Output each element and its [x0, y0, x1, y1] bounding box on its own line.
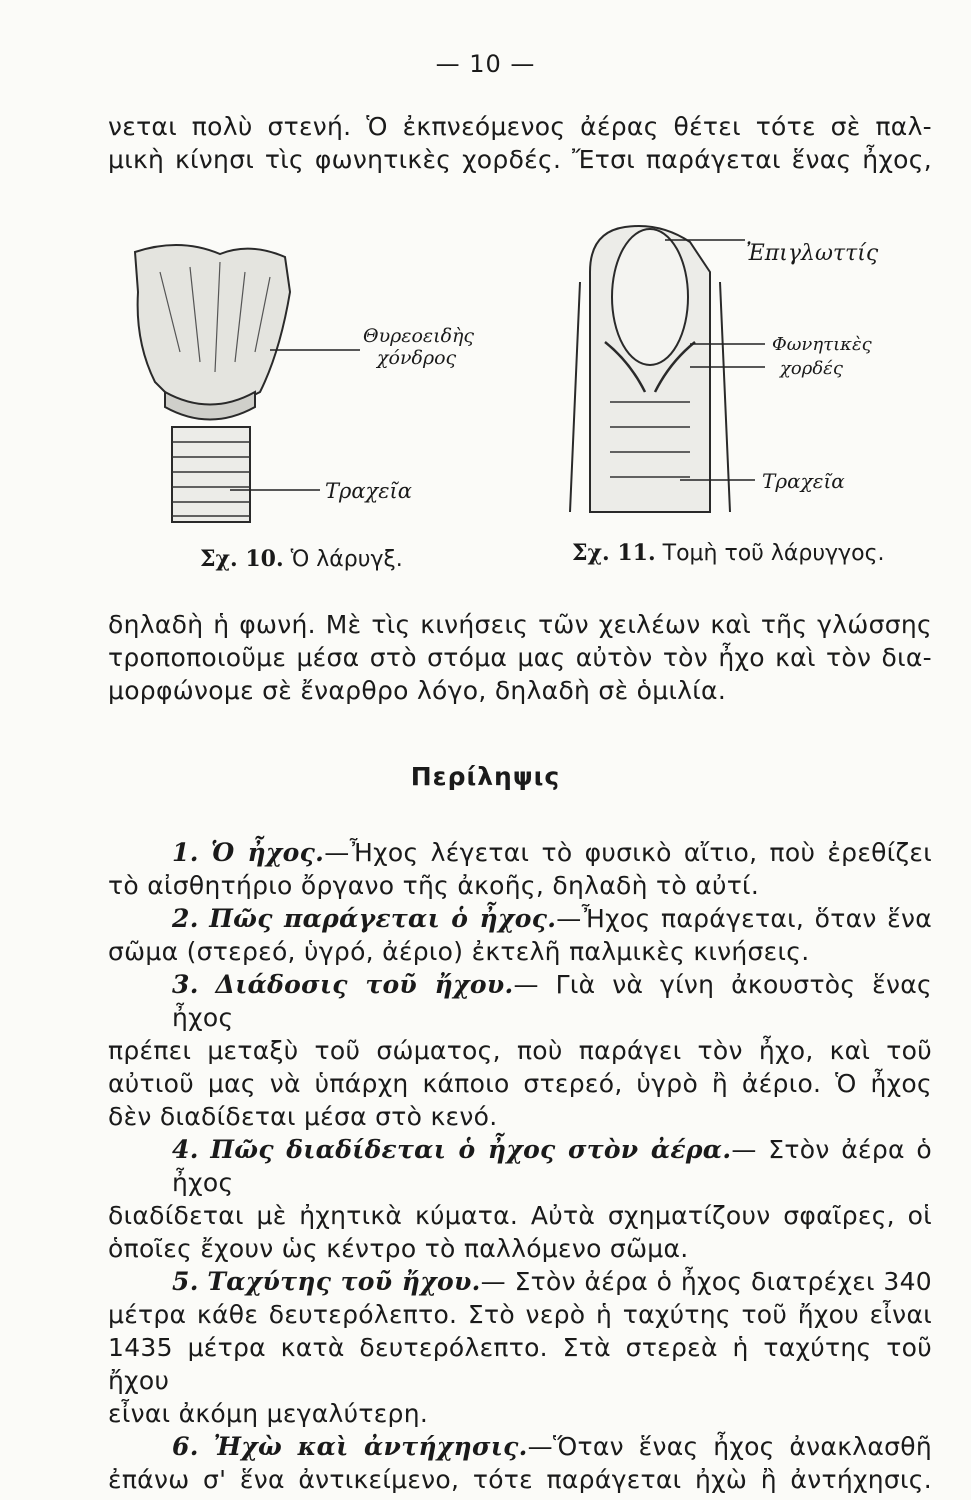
item-title: Πῶς παράγεται ὁ ἦχος. — [209, 904, 557, 933]
label-thyroid-cartilage-2: χόνδρος — [377, 347, 457, 369]
item-title: Ταχύτης τοῦ ἤχου. — [207, 1267, 481, 1296]
list-item: 4. Πῶς διαδίδεται ὁ ἦχος στὸν ἀέρα.— Στὸν ἀέρα ὁ ἦχος — [172, 1135, 932, 1197]
caption-fig11-number: Σχ. 11. — [572, 540, 656, 566]
label-trachea-section: Τραχεῖα — [762, 469, 845, 493]
item-title: Διάδοσις τοῦ ἤχου. — [215, 970, 514, 999]
list-item: 6. Ἠχὼ καὶ ἀντήχησις.—Ὅταν ἕνας ἦχος ἀνακλασθῆ — [172, 1432, 932, 1461]
item-title: Πῶς διαδίδεται ὁ ἦχος στὸν ἀέρα. — [210, 1135, 732, 1164]
figure-larynx-section — [550, 212, 930, 532]
list-item: 5. Ταχύτης τοῦ ἤχου.— Στὸν ἀέρα ὁ ἦχος διατρέχει 340 — [172, 1267, 933, 1296]
epiglottis-shape — [612, 229, 688, 365]
text-line: δὲν διαδίδεται μέσα στὸ κενό. — [108, 1102, 498, 1131]
text-line: μέτρα κάθε δευτερόλεπτο. Στὸ νερὸ ἡ ταχύτης τοῦ ἤχου εἶναι — [108, 1300, 932, 1329]
text-line: 1435 μέτρα κατὰ δευτερόλεπτο. Στὰ στερεὰ ἡ ταχύτης τοῦ ἤχου — [108, 1333, 932, 1395]
caption-fig11 — [572, 540, 885, 566]
item-title: Ὁ ἦχος. — [210, 838, 325, 867]
label-trachea: Τραχεῖα — [325, 479, 412, 503]
caption-fig10-number: Σχ. 10. — [200, 546, 284, 572]
caption-fig10 — [200, 546, 403, 572]
text-line: τὸ αἰσθητήριο ὄργανο τῆς ἀκοῆς, δηλαδὴ τὸ αὐτί. — [108, 871, 760, 900]
list-item: 1. Ὁ ἦχος.—Ἦχος λέγεται τὸ φυσικὸ αἴτιο, ποὺ ἐρεθίζει — [172, 838, 932, 867]
text-line: νεται πολὺ στενή. Ὁ ἐκπνεόμενος ἀέρας θέτει τότε σὲ παλ- — [108, 112, 932, 141]
text-line: μικὴ κίνησι τὶς φωνητικὲς χορδές. Ἔτσι παράγεται ἕνας ἦχος, — [108, 145, 932, 174]
text-line: ὁποῖες ἔχουν ὡς κέντρο τὸ παλλόμενο σῶμα. — [108, 1234, 689, 1263]
page-number: — 10 — — [435, 50, 536, 78]
label-thyroid-cartilage-1: Θυρεοειδὴς — [363, 325, 475, 347]
caption-fig10-text: Ὁ λάρυγξ. — [290, 547, 403, 572]
text-line: εἶναι ἀκόμη μεγαλύτερη. — [108, 1399, 429, 1428]
caption-fig11-text: Τομὴ τοῦ λάρυγγος. — [662, 541, 885, 566]
text-line: δηλαδὴ ἡ φωνή. Μὲ τὶς κινήσεις τῶν χειλέων καὶ τῆς γλώσσης — [108, 610, 932, 639]
text-line: πρέπει μεταξὺ τοῦ σώματος, ποὺ παράγει τὸν ἦχο, καὶ τοῦ — [108, 1036, 932, 1065]
text-line: διαδίδεται μὲ ἠχητικὰ κύματα. Αὐτὰ σχηματίζουν σφαῖρες, οἱ — [108, 1201, 932, 1230]
text-line: αὐτιοῦ μας νὰ ὑπάρχη κάποιο στερεό, ὑγρὸ ἢ ἀέριο. Ὁ ἦχος — [108, 1069, 932, 1098]
summary-heading: Περίληψις — [410, 762, 561, 791]
text-line: μορφώνομε σὲ ἔναρθρο λόγο, δηλαδὴ σὲ ὁμιλία. — [108, 676, 727, 705]
after-paragraph — [108, 608, 932, 707]
summary-list — [108, 836, 932, 1496]
intro-paragraph — [108, 110, 932, 176]
item-title: Ἠχὼ καὶ ἀντήχησις. — [213, 1432, 528, 1461]
text-line: ἐπάνω σ' ἕνα ἀντικείμενο, τότε παράγεται ἠχὼ ἢ ἀντήχησις. — [108, 1465, 932, 1494]
list-item: 3. Διάδοσις τοῦ ἤχου.— Γιὰ νὰ γίνη ἀκουστὸς ἕνας ἦχος — [172, 970, 933, 1032]
label-vocal-cords-2: χορδές — [780, 358, 843, 379]
text-line: τροποποιοῦμε μέσα στὸ στόμα μας αὐτὸν τὸν ἦχο καὶ τὸν δια- — [108, 643, 932, 672]
text-line: σῶμα (στερεό, ὑγρό, ἀέριο) ἐκτελῆ παλμικὲς κινήσεις. — [108, 937, 810, 966]
figure-larynx — [120, 232, 540, 542]
label-vocal-cords-1: Φωνητικὲς — [772, 334, 872, 355]
list-item: 2. Πῶς παράγεται ὁ ἦχος.—Ἦχος παράγεται, ὅταν ἕνα — [172, 904, 932, 933]
label-epiglottis: Ἐπιγλωττίς — [746, 241, 879, 266]
thyroid-cartilage — [135, 245, 290, 407]
